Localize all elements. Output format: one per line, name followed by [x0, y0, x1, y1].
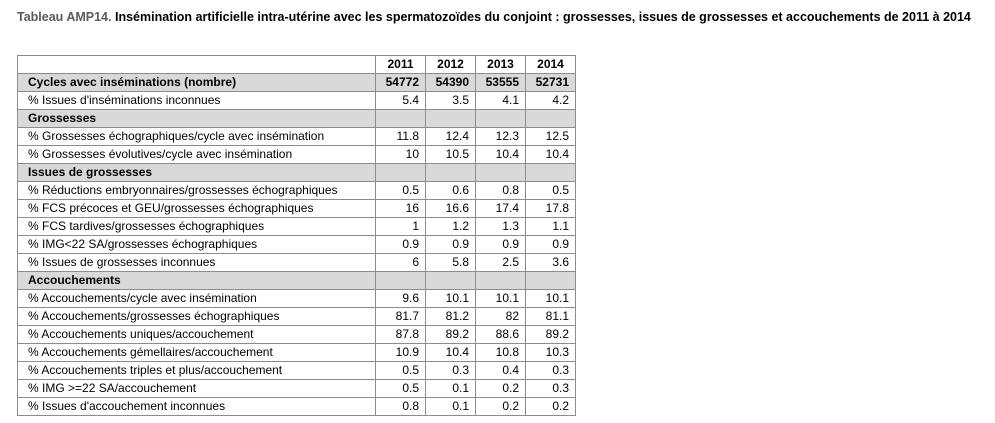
- table-row: [18, 218, 576, 236]
- section-row: [18, 164, 576, 182]
- cell-value: [526, 110, 576, 128]
- table-row: [18, 290, 576, 308]
- cell-value: 10.1: [426, 290, 476, 308]
- cell-value: 16: [376, 200, 426, 218]
- cell-value: 0.3: [526, 380, 576, 398]
- cell-value: [426, 164, 476, 182]
- cell-value: 10.4: [526, 146, 576, 164]
- table-row: [18, 380, 576, 398]
- cell-value: 0.3: [426, 362, 476, 380]
- cell-value: 3.5: [426, 92, 476, 110]
- year-header: 2014: [526, 56, 576, 74]
- row-label: Cycles avec inséminations (nombre): [18, 74, 376, 92]
- caption-label: Tableau AMP14.: [17, 10, 112, 24]
- row-label: % IMG >=22 SA/accouchement: [18, 380, 376, 398]
- cell-value: 5.8: [426, 254, 476, 272]
- header-row: [18, 56, 576, 74]
- cell-value: 0.9: [426, 236, 476, 254]
- row-label: % Issues d'inséminations inconnues: [18, 92, 376, 110]
- table-row: [18, 200, 576, 218]
- cell-value: 10.4: [476, 146, 526, 164]
- cell-value: 0.9: [376, 236, 426, 254]
- table-row: [18, 398, 576, 416]
- table-row: [18, 146, 576, 164]
- cell-value: 82: [476, 308, 526, 326]
- cell-value: 88.6: [476, 326, 526, 344]
- header-corner: [18, 56, 376, 74]
- cell-value: 12.5: [526, 128, 576, 146]
- cell-value: 12.3: [476, 128, 526, 146]
- cell-value: 10.1: [476, 290, 526, 308]
- cell-value: 16.6: [426, 200, 476, 218]
- cell-value: 10.8: [476, 344, 526, 362]
- table-row: [18, 128, 576, 146]
- cell-value: 0.9: [476, 236, 526, 254]
- cell-value: 1: [376, 218, 426, 236]
- cell-value: [526, 272, 576, 290]
- cell-value: 81.2: [426, 308, 476, 326]
- cell-value: 0.5: [526, 182, 576, 200]
- section-label: Issues de grossesses: [18, 164, 376, 182]
- cell-value: 81.1: [526, 308, 576, 326]
- row-label: % Réductions embryonnaires/grossesses échographiques: [18, 182, 376, 200]
- cell-value: 0.5: [376, 380, 426, 398]
- cell-value: [426, 272, 476, 290]
- cell-value: [426, 110, 476, 128]
- year-header: 2012: [426, 56, 476, 74]
- cell-value: 0.5: [376, 362, 426, 380]
- row-label: % Issues d'accouchement inconnues: [18, 398, 376, 416]
- table-row: [18, 74, 576, 92]
- cell-value: 4.1: [476, 92, 526, 110]
- caption-title: Insémination artificielle intra-utérine avec les spermatozoïdes du conjoint : grossesses, issues de grossesses et accouchements de 2011 à 2014: [114, 10, 971, 24]
- cell-value: 4.2: [526, 92, 576, 110]
- year-header: 2013: [476, 56, 526, 74]
- cell-value: 87.8: [376, 326, 426, 344]
- cell-value: 2.5: [476, 254, 526, 272]
- cell-value: 0.5: [376, 182, 426, 200]
- section-row: [18, 110, 576, 128]
- table-row: [18, 344, 576, 362]
- cell-value: 10: [376, 146, 426, 164]
- cell-value: 1.1: [526, 218, 576, 236]
- year-header: 2011: [376, 56, 426, 74]
- row-label: % Grossesses évolutives/cycle avec insémination: [18, 146, 376, 164]
- cell-value: 1.2: [426, 218, 476, 236]
- cell-value: 0.8: [376, 398, 426, 416]
- cell-value: 52731: [526, 74, 576, 92]
- row-label: % Issues de grossesses inconnues: [18, 254, 376, 272]
- table-row: [18, 236, 576, 254]
- row-label: % Accouchements/grossesses échographiques: [18, 308, 376, 326]
- cell-value: [376, 164, 426, 182]
- cell-value: 17.8: [526, 200, 576, 218]
- row-label: % Accouchements triples et plus/accouchement: [18, 362, 376, 380]
- row-label: % Accouchements/cycle avec insémination: [18, 290, 376, 308]
- table-row: [18, 326, 576, 344]
- table-row: [18, 254, 576, 272]
- cell-value: 11.8: [376, 128, 426, 146]
- cell-value: [476, 164, 526, 182]
- cell-value: 5.4: [376, 92, 426, 110]
- row-label: % Accouchements uniques/accouchement: [18, 326, 376, 344]
- table-row: [18, 182, 576, 200]
- section-row: [18, 272, 576, 290]
- cell-value: 0.8: [476, 182, 526, 200]
- cell-value: 6: [376, 254, 426, 272]
- cell-value: 54772: [376, 74, 426, 92]
- cell-value: [376, 272, 426, 290]
- row-label: % FCS précoces et GEU/grossesses échographiques: [18, 200, 376, 218]
- cell-value: 1.3: [476, 218, 526, 236]
- cell-value: 89.2: [426, 326, 476, 344]
- cell-value: 0.9: [526, 236, 576, 254]
- cell-value: 10.1: [526, 290, 576, 308]
- cell-value: 0.2: [476, 380, 526, 398]
- table-body: [18, 56, 576, 416]
- cell-value: 0.6: [426, 182, 476, 200]
- cell-value: 54390: [426, 74, 476, 92]
- cell-value: 10.5: [426, 146, 476, 164]
- cell-value: 10.4: [426, 344, 476, 362]
- cell-value: 12.4: [426, 128, 476, 146]
- cell-value: 0.2: [526, 398, 576, 416]
- table-row: [18, 92, 576, 110]
- table-row: [18, 308, 576, 326]
- cell-value: [526, 164, 576, 182]
- section-label: Grossesses: [18, 110, 376, 128]
- cell-value: 0.3: [526, 362, 576, 380]
- cell-value: 10.9: [376, 344, 426, 362]
- cell-value: 0.1: [426, 380, 476, 398]
- cell-value: 0.2: [476, 398, 526, 416]
- cell-value: 0.1: [426, 398, 476, 416]
- cell-value: 89.2: [526, 326, 576, 344]
- cell-value: 81.7: [376, 308, 426, 326]
- row-label: % IMG<22 SA/grossesses échographiques: [18, 236, 376, 254]
- cell-value: [376, 110, 426, 128]
- table-caption: [17, 9, 975, 26]
- section-label: Accouchements: [18, 272, 376, 290]
- cell-value: 0.4: [476, 362, 526, 380]
- table-row: [18, 362, 576, 380]
- data-table: [17, 55, 576, 416]
- cell-value: 10.3: [526, 344, 576, 362]
- row-label: % FCS tardives/grossesses échographiques: [18, 218, 376, 236]
- row-label: % Accouchements gémellaires/accouchement: [18, 344, 376, 362]
- cell-value: 17.4: [476, 200, 526, 218]
- cell-value: [476, 272, 526, 290]
- cell-value: 3.6: [526, 254, 576, 272]
- cell-value: 9.6: [376, 290, 426, 308]
- row-label: % Grossesses échographiques/cycle avec insémination: [18, 128, 376, 146]
- cell-value: [476, 110, 526, 128]
- cell-value: 53555: [476, 74, 526, 92]
